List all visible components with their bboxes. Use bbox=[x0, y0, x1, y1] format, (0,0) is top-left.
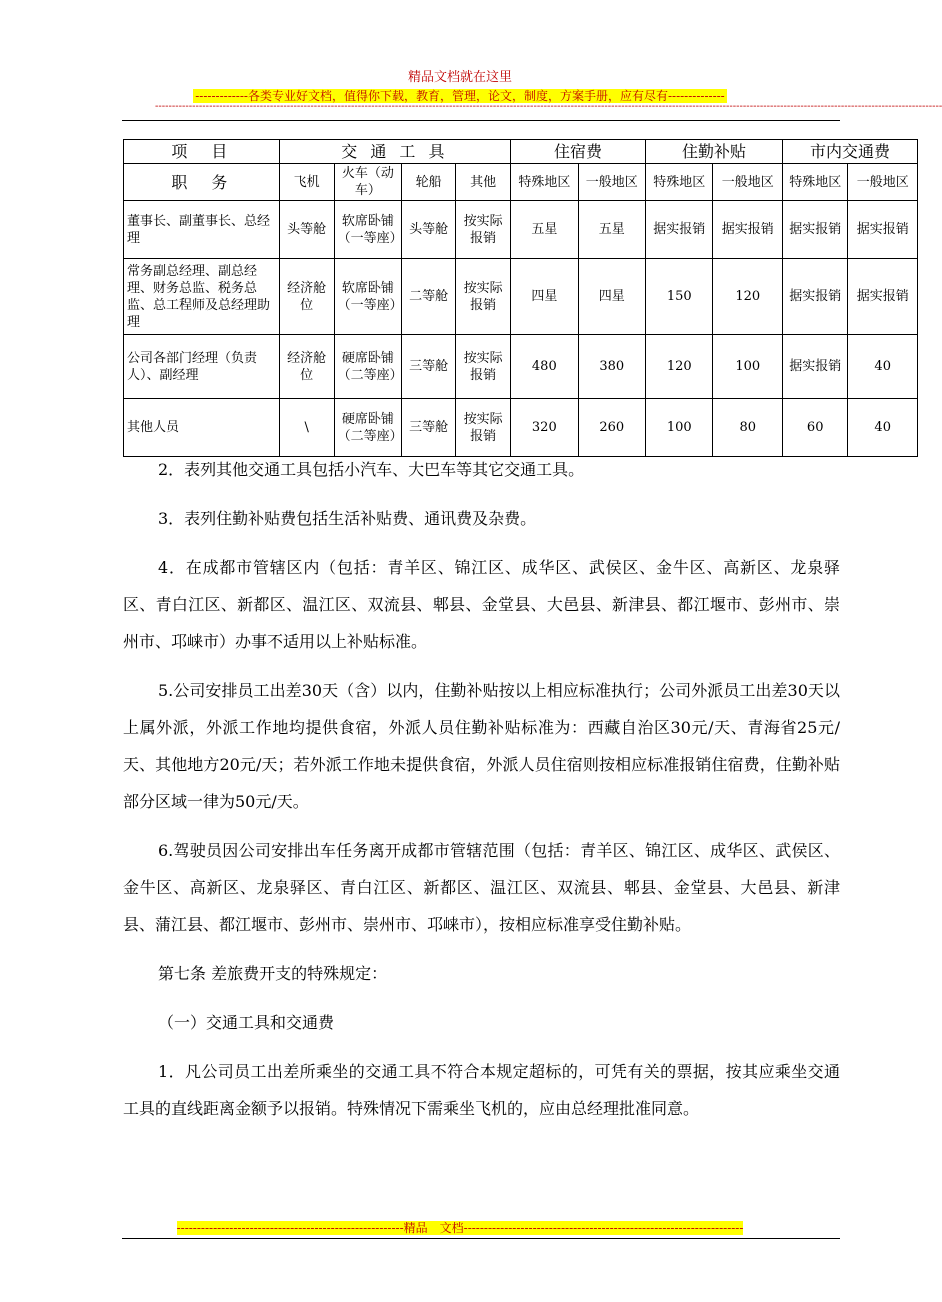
cell-train: 软席卧铺（一等座） bbox=[334, 201, 401, 259]
header-plane: 飞机 bbox=[279, 164, 334, 201]
cell-city-special: 据实报销 bbox=[783, 259, 848, 335]
cell-ship: 二等舱 bbox=[402, 259, 456, 335]
cell-train: 硬席卧铺（二等座） bbox=[334, 335, 401, 399]
cell-position: 其他人员 bbox=[124, 399, 280, 457]
header-city-general: 一般地区 bbox=[848, 164, 918, 201]
cell-allow-special: 100 bbox=[646, 399, 713, 457]
cell-other: 按实际报销 bbox=[456, 399, 511, 457]
footer-text: --------------------------------------------------------精品 文档--------------------------------------------------------------------- bbox=[176, 1221, 744, 1235]
cell-train: 软席卧铺（一等座） bbox=[334, 259, 401, 335]
header-lodging-general: 一般地区 bbox=[578, 164, 645, 201]
cell-plane: 经济舱位 bbox=[279, 259, 334, 335]
expense-standard-table bbox=[123, 139, 918, 457]
body-text bbox=[123, 451, 840, 1127]
cell-city-general: 据实报销 bbox=[848, 201, 918, 259]
header-train: 火车（动车） bbox=[334, 164, 401, 201]
cell-allow-general: 120 bbox=[713, 259, 783, 335]
cell-other: 按实际报销 bbox=[456, 259, 511, 335]
cell-lodge-general: 五星 bbox=[578, 201, 645, 259]
paragraph-rule-1: 1．凡公司员工出差所乘坐的交通工具不符合本规定超标的，可凭有关的票据，按其应乘坐交通工具的直线距离金额予以报销。特殊情况下需乘坐飞机的，应由总经理批准同意。 bbox=[123, 1062, 840, 1118]
cell-other: 按实际报销 bbox=[456, 201, 511, 259]
cell-plane: 头等舱 bbox=[279, 201, 334, 259]
cell-position: 董事长、副董事长、总经理 bbox=[124, 201, 280, 259]
cell-train: 硬席卧铺（二等座） bbox=[334, 399, 401, 457]
paragraph-note-6: 6.驾驶员因公司安排出车任务离开成都市管辖范围（包括：青羊区、锦江区、成华区、武侯区、金牛区、高新区、龙泉驿区、青白江区、新都区、温江区、双流县、郫县、金堂县、大邑县、新津县、蒲江县、都江堰市、彭州市、崇州市、邛崃市），按相应标准享受住勤补贴。 bbox=[123, 841, 840, 934]
cell-ship: 三等舱 bbox=[402, 399, 456, 457]
footer-rule bbox=[122, 1238, 840, 1239]
cell-allow-general: 据实报销 bbox=[713, 201, 783, 259]
cell-city-general: 40 bbox=[848, 399, 918, 457]
cell-position: 公司各部门经理（负责人）、副经理 bbox=[124, 335, 280, 399]
header-item: 项 目 bbox=[124, 140, 280, 164]
header-allowance-general: 一般地区 bbox=[713, 164, 783, 201]
table-row bbox=[124, 259, 918, 335]
header-title: 精品文档就在这里 bbox=[407, 70, 512, 85]
header-ship: 轮船 bbox=[402, 164, 456, 201]
table-row bbox=[124, 201, 918, 259]
cell-lodge-special: 四星 bbox=[511, 259, 578, 335]
footer-banner bbox=[0, 1217, 920, 1236]
paragraph-note-5: 5.公司安排员工出差30天（含）以内，住勤补贴按以上相应标准执行；公司外派员工出差30天以上属外派，外派工作地均提供食宿，外派人员住勤补贴标准为：西藏自治区30元/天、青海省25元/天、其他地方20元/天；若外派工作地未提供食宿，外派人员住宿则按相应标准报销住宿费，住勤补贴部分区域一律为50元/天。 bbox=[123, 681, 840, 811]
table-row bbox=[124, 335, 918, 399]
paragraph-note-3: 3．表列住勤补贴费包括生活补贴费、通讯费及杂费。 bbox=[158, 509, 537, 528]
header-allowance-special: 特殊地区 bbox=[646, 164, 713, 201]
cell-city-general: 40 bbox=[848, 335, 918, 399]
cell-allow-special: 120 bbox=[646, 335, 713, 399]
cell-plane: \ bbox=[279, 399, 334, 457]
header-lodging-special: 特殊地区 bbox=[511, 164, 578, 201]
cell-allow-general: 80 bbox=[713, 399, 783, 457]
cell-lodge-special: 五星 bbox=[511, 201, 578, 259]
header-other: 其他 bbox=[456, 164, 511, 201]
section-1-heading: （一）交通工具和交通费 bbox=[158, 1013, 335, 1032]
cell-city-special: 60 bbox=[783, 399, 848, 457]
cell-allow-special: 150 bbox=[646, 259, 713, 335]
header-allowance: 住勤补贴 bbox=[646, 140, 783, 164]
article-7-heading: 第七条 差旅费开支的特殊规定： bbox=[158, 964, 388, 983]
cell-lodge-general: 260 bbox=[578, 399, 645, 457]
header-city-special: 特殊地区 bbox=[783, 164, 848, 201]
paragraph-note-4: 4．在成都市管辖区内（包括：青羊区、锦江区、成华区、武侯区、金牛区、高新区、龙泉驿区、青白江区、新都区、温江区、双流县、郫县、金堂县、大邑县、新津县、都江堰市、彭州市、崇州市、邛崃市）办事不适用以上补贴标准。 bbox=[123, 558, 840, 651]
paragraph-note-2: 2．表列其他交通工具包括小汽车、大巴车等其它交通工具。 bbox=[158, 460, 585, 479]
table-row bbox=[124, 399, 918, 457]
header-dashes: ----------------------------------------------------------------------------------------------------------------------------------------------------------------------------------------------------------------------------------------- bbox=[155, 101, 942, 112]
cell-city-special: 据实报销 bbox=[783, 201, 848, 259]
table-header-row-2 bbox=[124, 164, 918, 201]
cell-position: 常务副总经理、副总经理、财务总监、税务总监、总工程师及总经理助理 bbox=[124, 259, 280, 335]
cell-city-special: 据实报销 bbox=[783, 335, 848, 399]
cell-city-general: 据实报销 bbox=[848, 259, 918, 335]
cell-plane: 经济舱位 bbox=[279, 335, 334, 399]
cell-lodge-special: 320 bbox=[511, 399, 578, 457]
header-rule bbox=[122, 120, 840, 121]
cell-lodge-general: 380 bbox=[578, 335, 645, 399]
header-transport: 交 通 工 具 bbox=[279, 140, 510, 164]
table-header-row-1 bbox=[124, 140, 918, 164]
header-banner-text: -------------各类专业好文档，值得你下载，教育，管理，论文，制度，方案手册，应有尽有-------------- bbox=[195, 89, 725, 103]
cell-allow-general: 100 bbox=[713, 335, 783, 399]
cell-other: 按实际报销 bbox=[456, 335, 511, 399]
header-position: 职 务 bbox=[124, 164, 280, 201]
cell-lodge-general: 四星 bbox=[578, 259, 645, 335]
header-city-transport: 市内交通费 bbox=[783, 140, 918, 164]
cell-lodge-special: 480 bbox=[511, 335, 578, 399]
cell-ship: 三等舱 bbox=[402, 335, 456, 399]
header-lodging: 住宿费 bbox=[511, 140, 646, 164]
cell-ship: 头等舱 bbox=[402, 201, 456, 259]
cell-allow-special: 据实报销 bbox=[646, 201, 713, 259]
